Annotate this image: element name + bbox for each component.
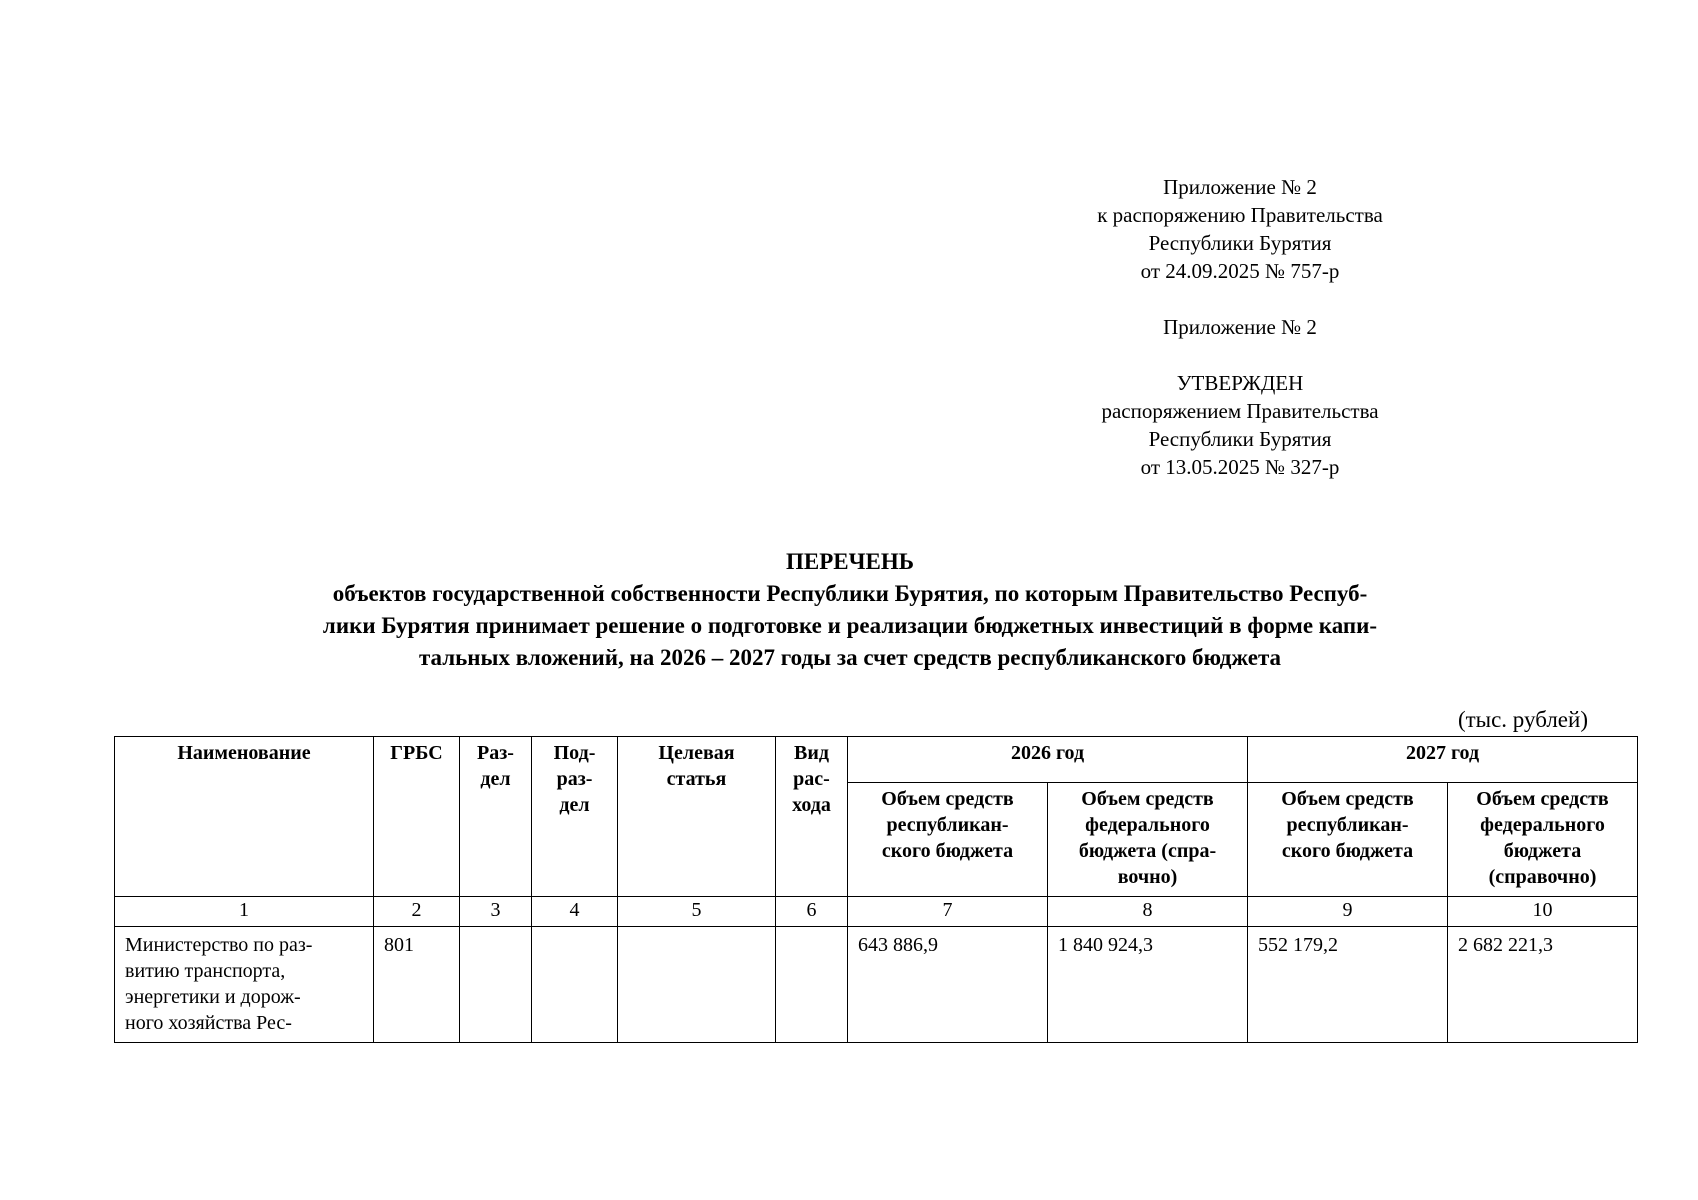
column-number: 6 xyxy=(776,897,848,927)
row-podrazdel xyxy=(532,927,618,1043)
column-number: 5 xyxy=(618,897,776,927)
appendix2-line: Приложение № 2 xyxy=(1163,315,1317,339)
header-name: Наименование xyxy=(115,737,374,897)
table-row xyxy=(115,927,1638,1043)
appendix-number xyxy=(1030,313,1450,341)
column-number: 9 xyxy=(1248,897,1448,927)
row-2026-federal: 1 840 924,3 xyxy=(1048,927,1248,1043)
column-number: 2 xyxy=(374,897,460,927)
row-celevaya-statya xyxy=(618,927,776,1043)
header-2026-republican: Объем средств республикан- ского бюджета xyxy=(848,783,1048,897)
column-number: 8 xyxy=(1048,897,1248,927)
objects-table xyxy=(114,736,1638,1043)
header-celevaya-statya: Целевая статья xyxy=(618,737,776,897)
column-number: 7 xyxy=(848,897,1048,927)
row-grbs: 801 xyxy=(374,927,460,1043)
title-heading: ПЕРЕЧЕНЬ xyxy=(786,549,914,574)
header-year-2026: 2026 год xyxy=(848,737,1248,783)
column-number: 10 xyxy=(1448,897,1638,927)
row-razdel xyxy=(460,927,532,1043)
appendix-line: Приложение № 2 xyxy=(1163,175,1317,199)
row-name: Министерство по раз- витию транспорта, энергетики и дорож- ного хозяйства Рес- xyxy=(115,927,374,1043)
row-2026-republican: 643 886,9 xyxy=(848,927,1048,1043)
row-2027-federal: 2 682 221,3 xyxy=(1448,927,1638,1043)
units-label: (тыс. рублей) xyxy=(1457,707,1588,732)
header-2027-federal: Объем средств федерального бюджета (справочно) xyxy=(1448,783,1638,897)
header-vid-rashoda: Вид рас- хода xyxy=(776,737,848,897)
column-number: 4 xyxy=(532,897,618,927)
header-podrazdel: Под- раз- дел xyxy=(532,737,618,897)
title-line: тальных вложений, на 2026 – 2027 годы за счет средств республиканского бюджета xyxy=(418,645,1282,670)
appendix-line: к распоряжению Правительства xyxy=(1097,203,1383,227)
header-2026-federal: Объем средств федерального бюджета (спра- вочно) xyxy=(1048,783,1248,897)
header-year-2027: 2027 год xyxy=(1248,737,1638,783)
appendix-line: от 24.09.2025 № 757-р xyxy=(1140,259,1340,283)
approved-line: УТВЕРЖДЕН xyxy=(1176,371,1304,395)
column-number: 3 xyxy=(460,897,532,927)
appendix-reference xyxy=(1030,173,1450,285)
column-number: 1 xyxy=(115,897,374,927)
header-2027-republican: Объем средств республикан- ского бюджета xyxy=(1248,783,1448,897)
approval-stamp xyxy=(1030,173,1450,509)
title-line: лики Бурятия принимает решение о подготовке и реализации бюджетных инвестиций в форме капи- xyxy=(322,613,1378,638)
approved-by xyxy=(1030,369,1450,481)
title-line: объектов государственной собственности Республики Бурятия, по которым Правительство Респуб- xyxy=(332,581,1368,606)
approved-line: распоряжением Правительства xyxy=(1101,399,1379,423)
column-numbers-row xyxy=(115,897,1638,927)
appendix-line: Республики Бурятия xyxy=(1148,231,1332,255)
approved-line: от 13.05.2025 № 327-р xyxy=(1140,455,1340,479)
row-2027-republican: 552 179,2 xyxy=(1248,927,1448,1043)
header-razdel: Раз- дел xyxy=(460,737,532,897)
document-title xyxy=(150,546,1550,674)
row-vid-rashoda xyxy=(776,927,848,1043)
approved-line: Республики Бурятия xyxy=(1148,427,1332,451)
header-grbs: ГРБС xyxy=(374,737,460,897)
